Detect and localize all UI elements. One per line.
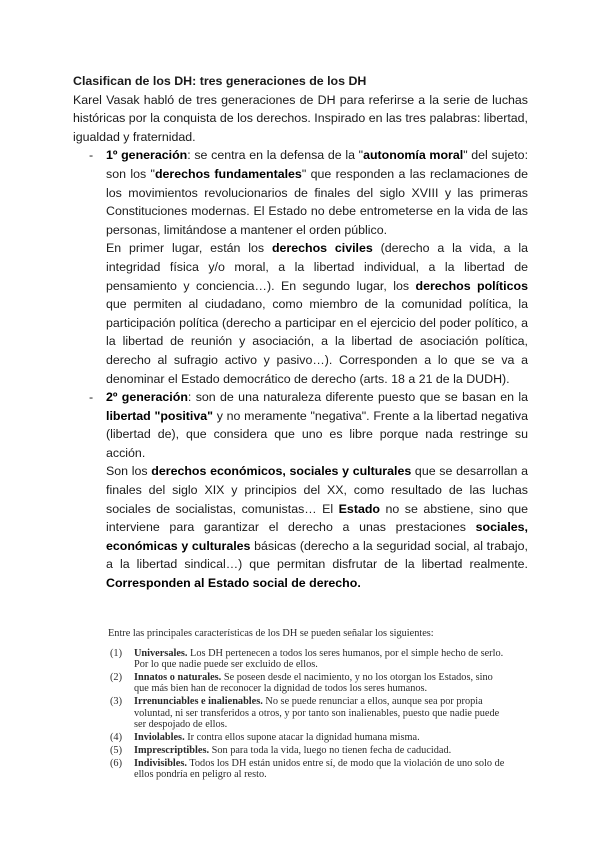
gen1-p2-bold-2: derechos políticos (415, 278, 528, 293)
gen2-p2-text-4: básicas (derecho a la seguridad social, al trabajo, a la libertad sindical…) que permitan disfrutar de la libertad realmente. (106, 538, 528, 572)
list-item-gen1 (73, 146, 528, 388)
gen1-paragraph-1 (106, 146, 528, 239)
gen2-p2-text-3: no se abstiene, sino que interviene para garantizar el derecho a unas prestaciones (106, 501, 528, 535)
gen2-p2-bold-3: sociales, económicas y culturales (106, 520, 528, 553)
item-term: Indivisibles. (134, 757, 187, 769)
item-term: Irrenunciables e inalienables. (134, 696, 263, 708)
item-text: No se puede renunciar a ellos, aunque sea por propia voluntad, ni ser transferidos a otros, y por tanto son inalienables, puesto que nadie puede ser despojado de ellos. (134, 696, 500, 730)
item-term: Inviolables. (134, 731, 185, 743)
bullet-dash: - (89, 390, 94, 405)
gen2-paragraph-1 (106, 388, 528, 462)
gen1-bold-1: autonomía moral (363, 148, 464, 163)
item-text: Se poseen desde el nacimiento, y no los otorgan los Estados, sino que más bien han de reconocer la dignidad de todos los seres humanos. (134, 672, 493, 695)
item-number: (6) (110, 757, 123, 769)
item-number: (1) (110, 648, 123, 659)
list-item (108, 672, 508, 695)
item-term: Imprescriptibles. (134, 744, 210, 756)
gen1-paragraph-2 (106, 239, 528, 388)
item-text: Los DH pertenecen a todos los seres humanos, por el simple hecho de serlo. Por lo que nadie puede ser excluido de ellos. (134, 648, 504, 671)
list-item (108, 745, 508, 756)
gen1-bold-2: derechos fundamentales (154, 166, 302, 181)
gen2-label: 2º generación (106, 390, 188, 405)
item-number: (3) (110, 696, 123, 708)
item-term: Innatos o naturales. (134, 672, 222, 684)
characteristics-list (108, 648, 508, 782)
gen1-text-1: : se centra en la defensa de la " (187, 148, 364, 163)
list-item (108, 732, 508, 743)
gen2-text-1: : son de una naturaleza diferente puesto que se basan en la (187, 390, 528, 405)
figure-intro: Entre las principales características de los DH se pueden señalar los siguientes: (108, 628, 434, 639)
list-item (108, 758, 508, 781)
generations-list (73, 146, 528, 592)
gen2-p2-text-2: que se desarrollan a finales del siglo XIX y principios del XX, como resultado de las luchas sociales de socialistas, comunistas… El (106, 464, 528, 516)
gen2-bold-1: libertad "positiva" (106, 408, 214, 423)
gen1-p2-text-2: (derecho a la vida, a la integridad física y/o moral, a la libertad individual, a la libertad de pensamiento y conciencia…). En segundo lugar, los (106, 241, 528, 293)
document-body (73, 72, 528, 593)
characteristics-figure (108, 622, 508, 780)
gen2-p2-bold-4: Corresponden al Estado social de derecho. (106, 576, 361, 591)
list-item (108, 696, 508, 730)
gen2-text-2: y no meramente "negativa". Frente a la libertad negativa (libertad de), que considera que uno es libre porque nada restringe su acción. (106, 408, 528, 460)
item-number: (4) (110, 731, 123, 743)
gen2-p2-text-1: Son los (106, 464, 152, 479)
gen1-text-2: " del sujeto: son los " (106, 148, 529, 181)
gen1-p2-text-1: En primer lugar, están los (106, 241, 272, 256)
gen2-p2-bold-1: derechos económicos, sociales y culturales (151, 464, 412, 479)
bullet-dash: - (89, 148, 94, 163)
gen2-paragraph-2 (106, 462, 528, 592)
gen1-p2-bold-1: derechos civiles (271, 241, 373, 256)
list-item (108, 648, 508, 671)
item-text: Todos los DH están unidos entre sí, de modo que la violación de uno solo de ellos pondría en peligro al resto. (134, 757, 505, 780)
item-number: (2) (110, 672, 123, 684)
gen1-p2-text-3: que permiten al ciudadano, como miembro de la comunidad política, la participación política (derecho a participar en el ejercicio del poder político, a la libertad de reunión y asociación, a la libertad de asociación política, derecho al sufragio activo y pasivo…). Corresponden a lo que se va a denominar el Estado democrático de derecho (arts. 18 a 21 de la DUDH). (106, 297, 528, 386)
item-text: Ir contra ellos supone atacar la dignidad humana misma. (184, 731, 420, 743)
item-number: (5) (110, 744, 123, 756)
gen2-p2-bold-2: Estado (338, 501, 380, 516)
item-text: Son para toda la vida, luego no tienen fecha de caducidad. (209, 744, 452, 756)
gen1-label: 1º generación (106, 148, 188, 163)
section-title: Clasifican de los DH: tres generaciones de los DH (73, 74, 367, 88)
intro-paragraph: Karel Vasak habló de tres generaciones de DH para referirse a la serie de luchas históricas por la conquista de los derechos. Inspirado en las tres palabras: libertad, igualdad y fraternidad. (73, 92, 528, 144)
item-term: Universales. (134, 648, 188, 659)
list-item-gen2 (73, 388, 528, 593)
gen1-text-3: " que responden a las reclamaciones de los movimientos revolucionarios de finales del siglo XVIII y las primeras Constituciones modernas. El Estado no debe entrometerse en la vida de las personas, limitándose a mantener el orden público. (106, 166, 528, 237)
